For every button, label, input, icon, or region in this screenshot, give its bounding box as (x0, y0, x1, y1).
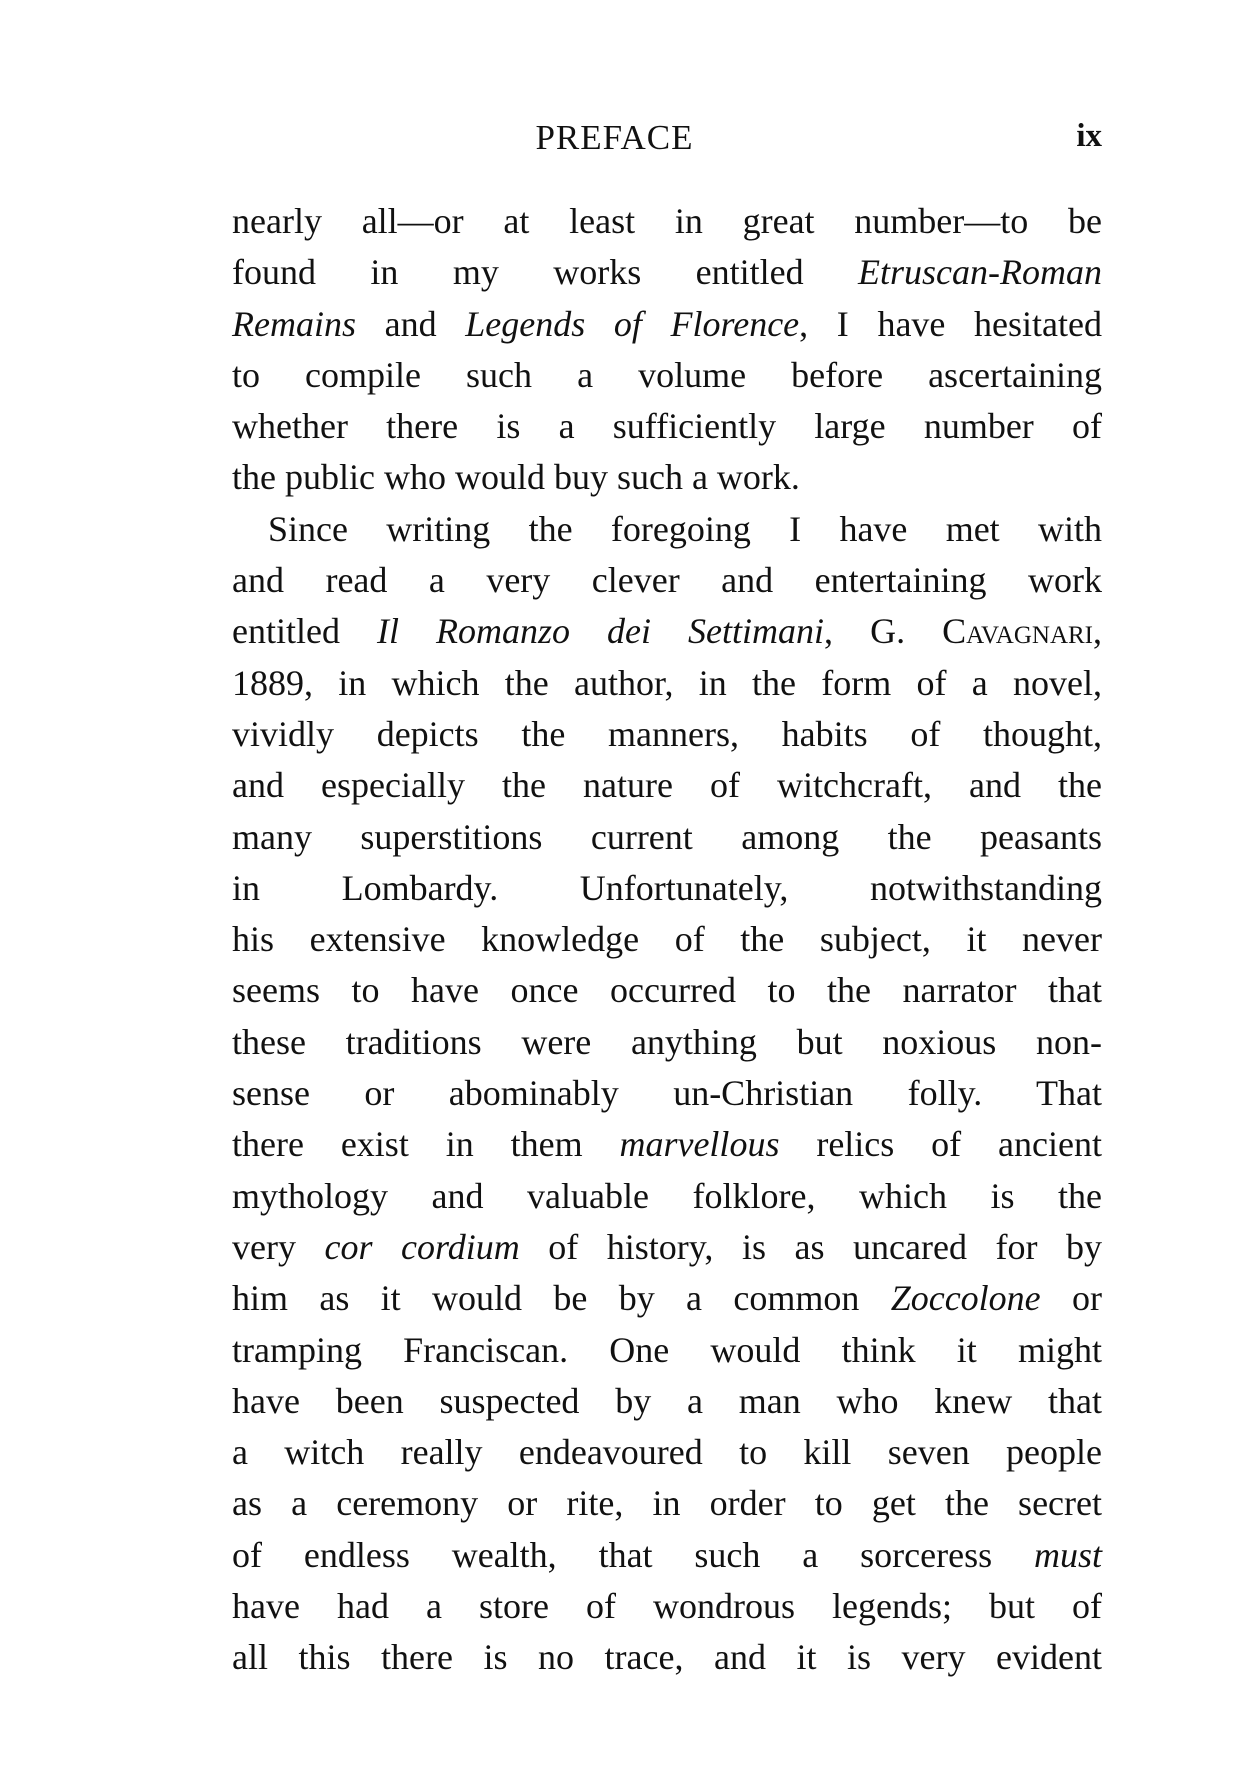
line-text: as a ceremony or rite, in order to get the secret (232, 1483, 1102, 1524)
line-text: vividly depicts the manners, habits of thought, (232, 713, 1102, 754)
line-text: seems to have once occurred to the narrator that (232, 970, 1102, 1011)
line-text: of endless wealth, that such a sorceress (232, 1534, 1034, 1575)
italic-title-il-romanzo: Il Romanzo dei Settimani (377, 611, 825, 652)
text-line (232, 350, 1102, 401)
text-line (232, 914, 1102, 965)
text-line (232, 709, 1102, 760)
text-line (232, 606, 1102, 657)
text-line (232, 1581, 1102, 1632)
line-text: sense or abominably un-Christian folly. That (232, 1073, 1102, 1114)
line-text: , I have hesitated (799, 303, 1102, 344)
line-text: relics of ancient (779, 1124, 1102, 1165)
author-name-smallcaps: Cavagnari (942, 611, 1094, 652)
text-line (232, 299, 1102, 350)
text-line (232, 1530, 1102, 1581)
italic-word-zoccolone: Zoccolone (890, 1278, 1041, 1319)
line-text: Since writing the foregoing I have met with (268, 508, 1102, 549)
italic-title-etruscan-roman: Etruscan-Roman (858, 252, 1102, 293)
text-line (232, 1376, 1102, 1427)
italic-phrase-cor-cordium: cor cordium (324, 1226, 520, 1267)
line-text: have been suspected by a man who knew that (232, 1380, 1102, 1421)
text-line (232, 196, 1102, 247)
line-text: whether there is a sufficiently large number of (232, 406, 1102, 447)
body-text (232, 196, 1102, 1684)
line-text: tramping Franciscan. One would think it might (232, 1329, 1102, 1370)
page-number: ix (1076, 118, 1102, 154)
text-line (232, 401, 1102, 452)
text-line (232, 1119, 1102, 1170)
line-text: 1889, in which the author, in the form of a novel, (232, 662, 1102, 703)
line-text: and (355, 303, 466, 344)
text-line (232, 452, 1102, 503)
italic-word-must: must (1033, 1534, 1102, 1575)
line-text: there exist in them (232, 1124, 620, 1165)
text-line (232, 1222, 1102, 1273)
text-line (232, 965, 1102, 1016)
line-text: have had a store of wondrous legends; but of (232, 1586, 1102, 1627)
line-text: , (1093, 611, 1103, 652)
line-text: , G. (824, 611, 943, 652)
text-line (232, 1171, 1102, 1222)
line-text: entitled (232, 611, 377, 652)
text-line (232, 1068, 1102, 1119)
line-text: all this there is no trace, and it is very evident (232, 1637, 1102, 1678)
running-head (232, 118, 1102, 162)
text-line (232, 1325, 1102, 1376)
italic-title-remains: Remains (232, 303, 356, 344)
line-text: to compile such a volume before ascertaining (232, 354, 1102, 395)
line-text: of history, is as uncared for by (519, 1226, 1103, 1267)
line-text: many superstitions current among the peasants (232, 816, 1102, 857)
text-line (232, 863, 1102, 914)
line-text: very (232, 1226, 325, 1267)
text-line (232, 504, 1102, 555)
italic-word-marvellous: marvellous (619, 1124, 780, 1165)
line-text: and especially the nature of witchcraft, and the (232, 765, 1102, 806)
text-line (232, 555, 1102, 606)
text-line (232, 247, 1102, 298)
line-text: or (1040, 1278, 1102, 1319)
line-text: these traditions were anything but noxious non- (232, 1021, 1102, 1062)
text-line (232, 1017, 1102, 1068)
text-line (232, 1427, 1102, 1478)
line-text: the public who would buy such a work. (232, 457, 800, 498)
text-line (232, 1632, 1102, 1683)
page-title: PREFACE (535, 118, 694, 157)
text-line (232, 658, 1102, 709)
italic-title-legends-of-florence: Legends of Florence (465, 303, 800, 344)
text-line (232, 1273, 1102, 1324)
text-line (232, 812, 1102, 863)
text-line (232, 1478, 1102, 1529)
line-text: his extensive knowledge of the subject, it never (232, 919, 1102, 960)
line-text: and read a very clever and entertaining work (232, 560, 1102, 601)
line-text: nearly all—or at least in great number—to be (232, 201, 1102, 241)
line-text: in Lombardy. Unfortunately, notwithstanding (232, 867, 1102, 908)
line-text: mythology and valuable folklore, which is the (232, 1175, 1102, 1216)
text-line (232, 760, 1102, 811)
line-text: a witch really endeavoured to kill seven people (232, 1432, 1102, 1473)
line-text: him as it would be by a common (232, 1278, 891, 1319)
line-text: found in my works entitled (232, 252, 859, 293)
